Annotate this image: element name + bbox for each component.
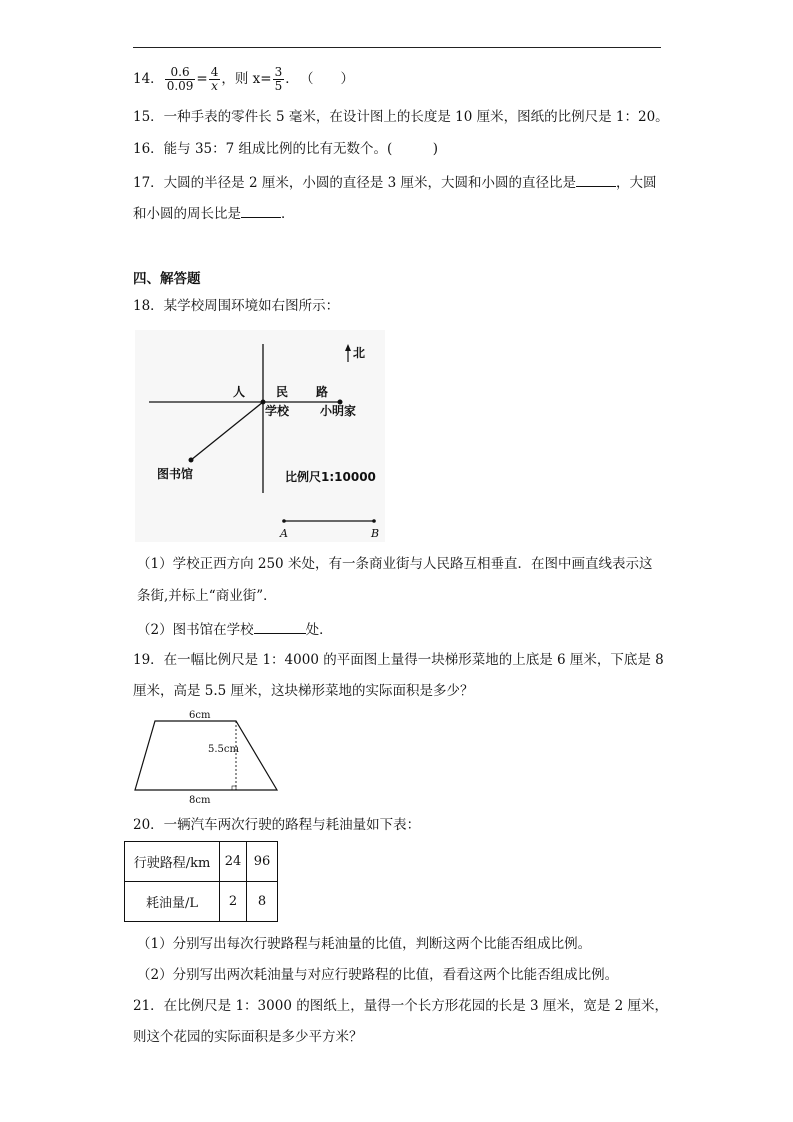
trapezoid-figure	[132, 707, 282, 807]
north-label: 北	[353, 346, 366, 360]
fraction-4-over-x: $\frac{4}{x}$	[210, 65, 219, 93]
question-number: 14．	[133, 71, 164, 87]
road-char-2: 民	[276, 385, 289, 399]
point-a-label: A	[280, 527, 288, 540]
table-cell: 8	[247, 882, 278, 922]
height-label: 5.5cm	[208, 744, 239, 755]
table-cell: 2	[220, 882, 247, 922]
point-b-label: B	[371, 527, 380, 540]
road-char-3: 路	[316, 385, 329, 399]
table-cell: 24	[220, 842, 247, 882]
fraction-3-over-5: $\frac{3}{5}$	[274, 65, 283, 93]
question-21-line-1: 21．在比例尺是 1：3000 的图纸上，量得一个长方形花园的长是 3 厘米，宽是 2 厘米，	[133, 998, 669, 1014]
row-header: 耗油量/L	[125, 882, 220, 922]
question-17-line-2: 和小圆的周长比是 ．	[133, 203, 295, 223]
question-21-line-2: 则这个花园的实际面积是多少平方米？	[133, 1029, 363, 1045]
question-14: 14． $\frac{0.6}{0.09}$ = $\frac{4}{x}$ ，则 x= $\frac{3}{5}$ ． （ ）	[133, 65, 354, 93]
question-18-part-1-line-1: （1）学校正西方向 250 米处，有一条商业街与人民路互相垂直．在图中画直线表示这	[137, 556, 653, 572]
table-row	[125, 882, 278, 922]
scale-label: 比例尺1:10000	[285, 470, 376, 484]
question-20-part-2: （2）分别写出两次耗油量与对应行驶路程的比值，看看这两个比能否组成比例。	[137, 967, 619, 983]
question-20-part-1: （1）分别写出每次行驶路程与耗油量的比值，判断这两个比能否组成比例。	[137, 936, 592, 952]
trapezoid-svg	[132, 707, 282, 807]
question-19-line-2: 厘米，高是 5.5 厘米，这块梯形菜地的实际面积是多少？	[133, 683, 474, 699]
question-18: 18．某学校周围环境如右图所示：	[133, 298, 340, 314]
library-point	[189, 458, 194, 463]
trapezoid-shape	[135, 721, 277, 790]
bottom-base-label: 8cm	[189, 795, 211, 806]
fraction-0.6-over-0.09: $\frac{0.6}{0.09}$	[166, 65, 194, 93]
question-18-part-2: （2）图书馆在学校 处．	[137, 619, 333, 639]
question-17-line-1: 17．大圆的半径是 2 厘米，小圆的直径是 3 厘米，大圆和小圆的直径比是 ，大圆	[133, 172, 657, 192]
answer-blank[interactable]	[576, 172, 616, 187]
answer-parentheses: （ ）	[306, 71, 354, 87]
header-rule	[133, 47, 661, 48]
road-char-1: 人	[233, 385, 246, 399]
question-18-part-1-line-2: 条街,并标上“商业街”．	[137, 588, 277, 604]
question-19-line-1: 19．在一幅比例尺是 1：4000 的平面图上量得一块梯形菜地的上底是 6 厘米，下底是 8	[133, 652, 664, 668]
answer-blank[interactable]	[241, 203, 281, 218]
school-label: 学校	[265, 404, 290, 418]
distance-fuel-table	[124, 841, 278, 922]
library-label: 图书馆	[157, 467, 194, 481]
map-figure	[135, 330, 385, 542]
row-header: 行驶路程/km	[125, 842, 220, 882]
top-base-label: 6cm	[189, 710, 211, 721]
question-20: 20．一辆汽车两次行驶的路程与耗油量如下表：	[133, 817, 421, 833]
table-cell: 96	[247, 842, 278, 882]
xiaoming-home-label: 小明家	[320, 404, 357, 418]
question-16: 16．能与 35：7 组成比例的比有无数个。( )	[133, 141, 439, 157]
map-svg	[135, 330, 385, 542]
section-heading: 四、解答题	[133, 271, 201, 287]
table-row	[125, 842, 278, 882]
question-15: 15．一种手表的零件长 5 毫米，在设计图上的长度是 10 厘米，图纸的比例尺是 1：20。	[133, 109, 669, 125]
answer-blank[interactable]	[254, 619, 306, 634]
